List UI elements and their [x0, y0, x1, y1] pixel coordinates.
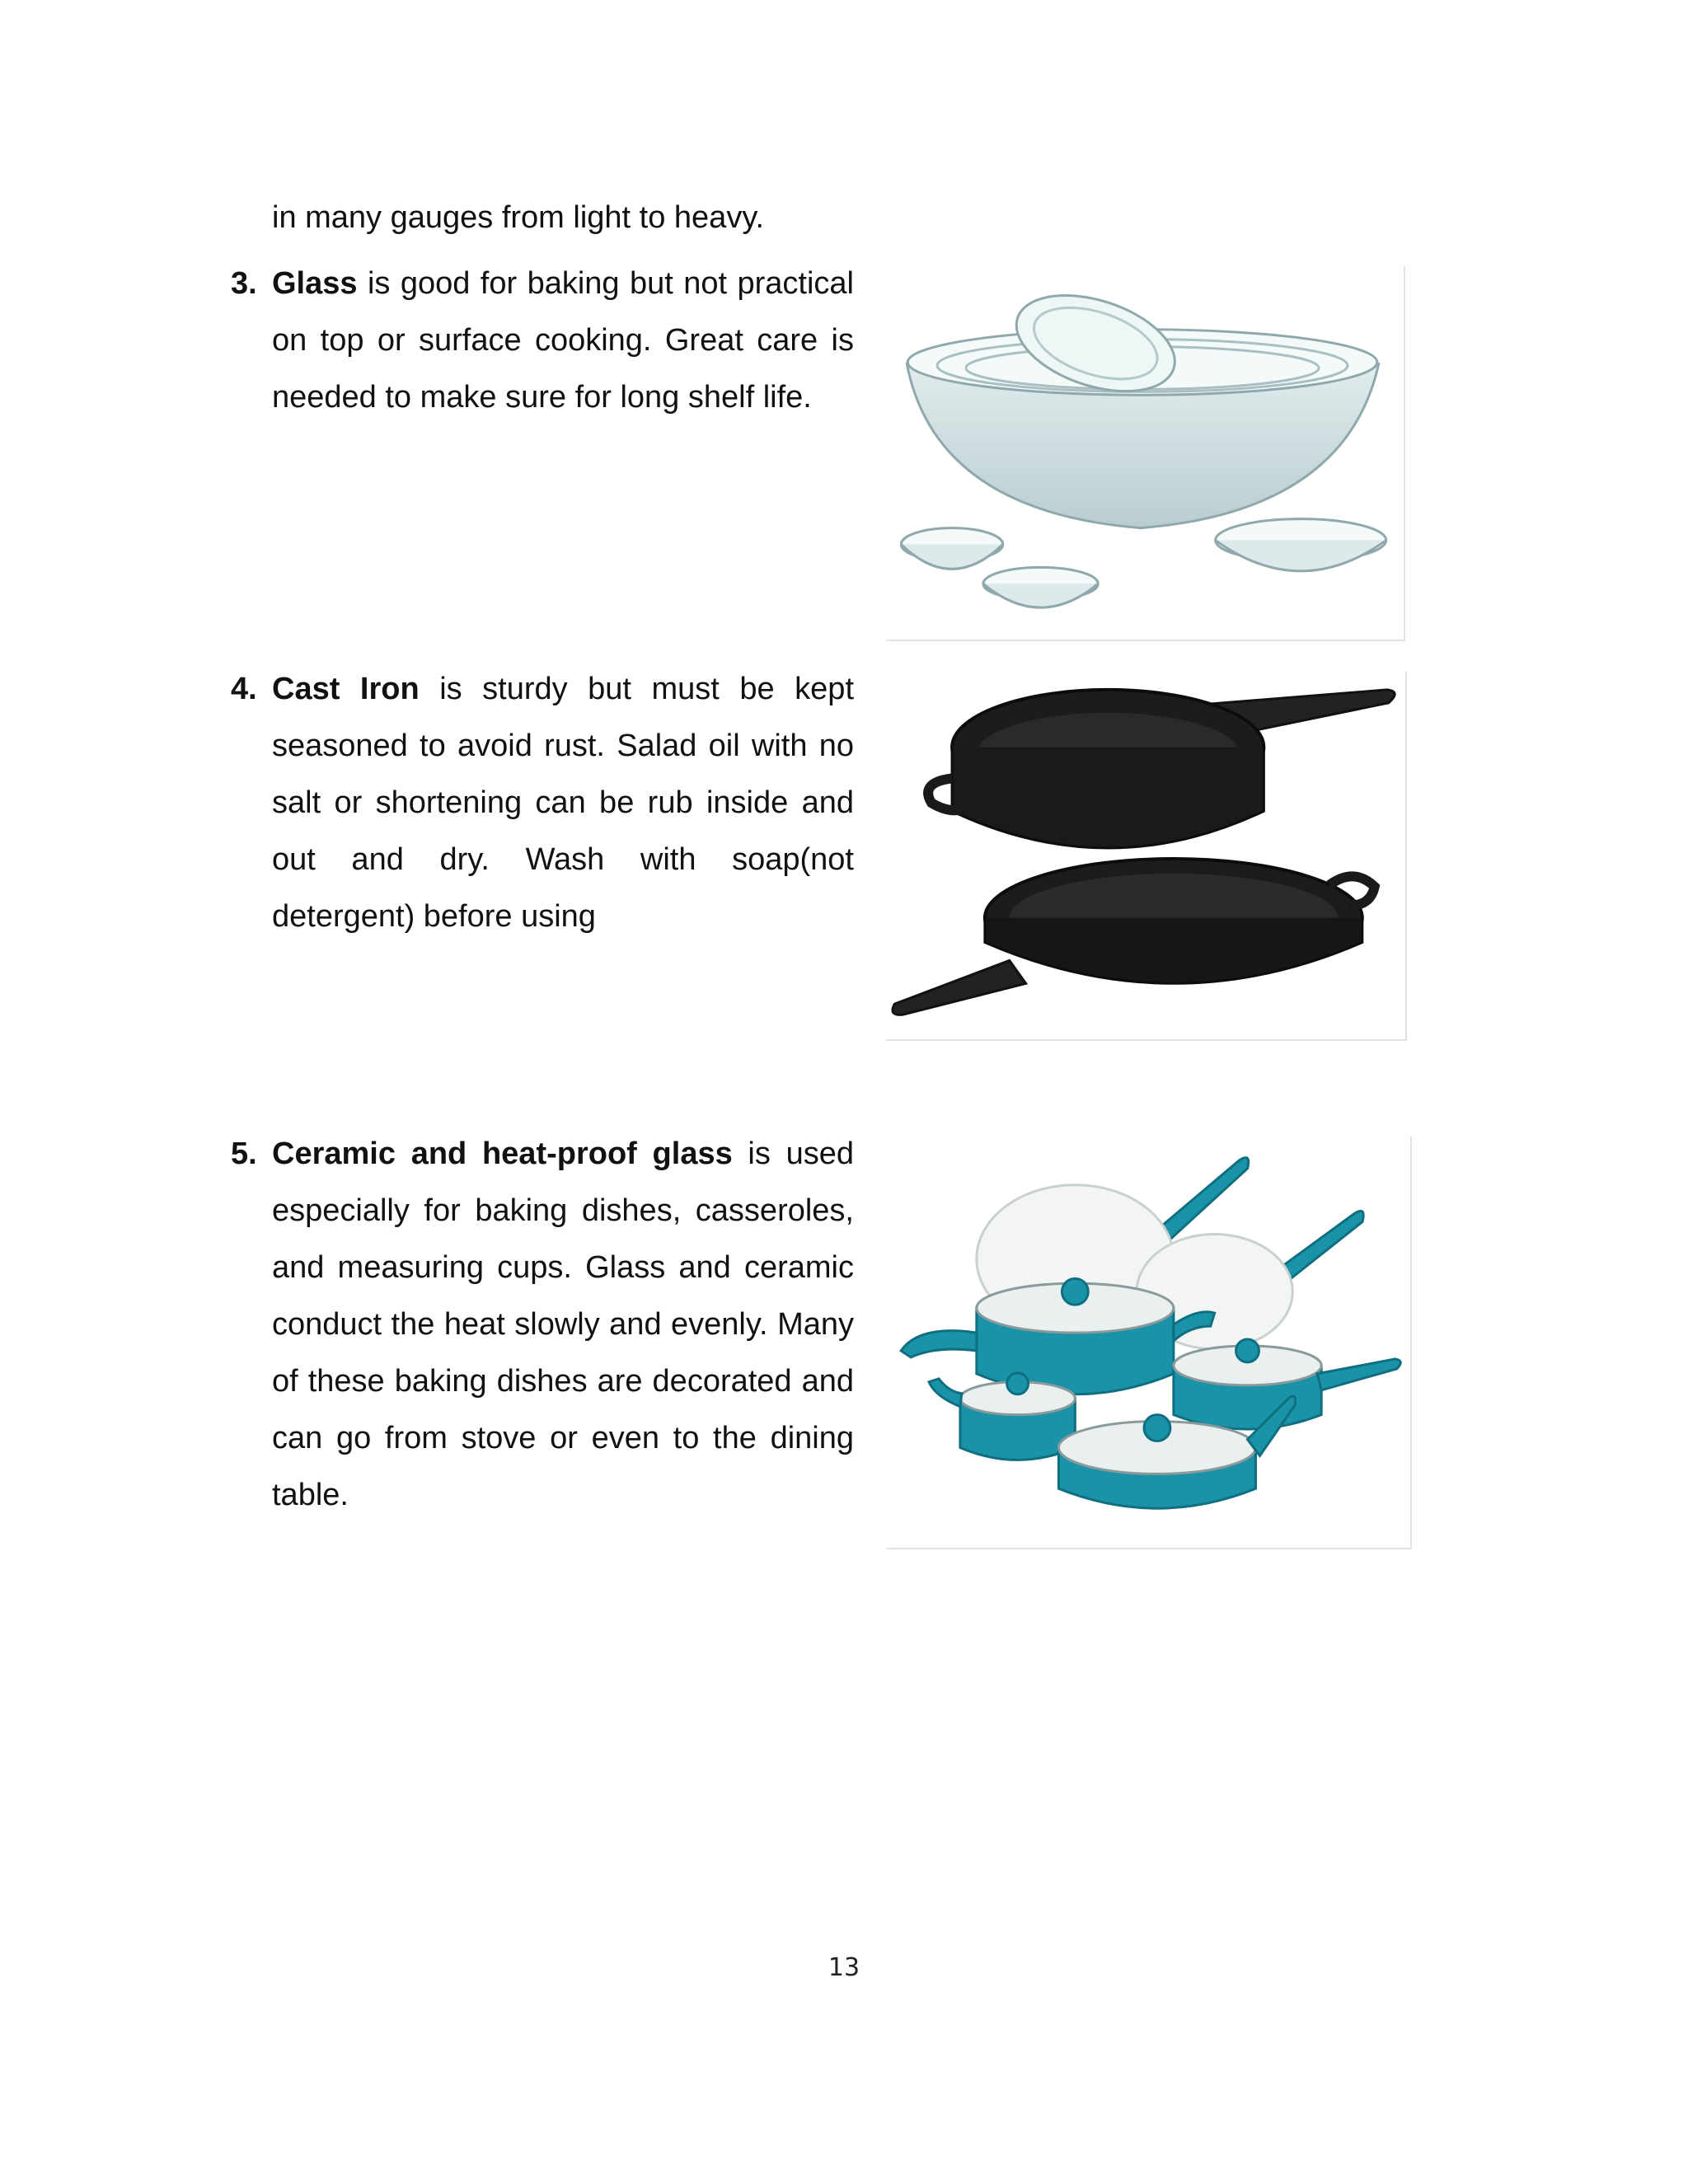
cast-iron-pans-image [886, 672, 1407, 1041]
item-number: 4. [231, 672, 257, 706]
ceramic-cookware-image [886, 1136, 1412, 1549]
item-term: Cast Iron [272, 672, 420, 706]
item-body [272, 1126, 854, 1524]
item-term: Ceramic and heat-proof glass [272, 1137, 733, 1171]
item-body [272, 661, 854, 945]
item-text: is good for baking but not practical on top or surface cooking. Great care is needed to make sure for long shelf life. [272, 266, 854, 415]
item-number: 5. [231, 1137, 257, 1171]
item-text: is used especially for baking dishes, casseroles, and measuring cups. Glass and ceramic conduct the heat slowly and evenly. Many of these baking dishes are decorated and can go from stove or even to the dining table. [272, 1137, 854, 1512]
glass-bowls-image [886, 265, 1405, 641]
item-text: is sturdy but must be kept seasoned to avoid rust. Salad oil with no salt or shortening can be rub inside and out and dry. Wash with soap(not detergent) before using [272, 672, 855, 934]
item-number: 3. [231, 266, 257, 301]
list-item-glass [231, 255, 854, 426]
item-term: Glass [272, 266, 358, 301]
continuation-text: in many gauges from light to heavy. [272, 200, 765, 235]
glass-bowls-icon [886, 265, 1404, 640]
cast-iron-pans-icon [886, 672, 1405, 1039]
list-item-ceramic [231, 1126, 854, 1524]
item-body [272, 255, 854, 426]
teal-ceramic-cookware-icon [886, 1136, 1410, 1548]
list-item-cast-iron [231, 661, 854, 945]
page-number: 13 [828, 1953, 860, 1982]
